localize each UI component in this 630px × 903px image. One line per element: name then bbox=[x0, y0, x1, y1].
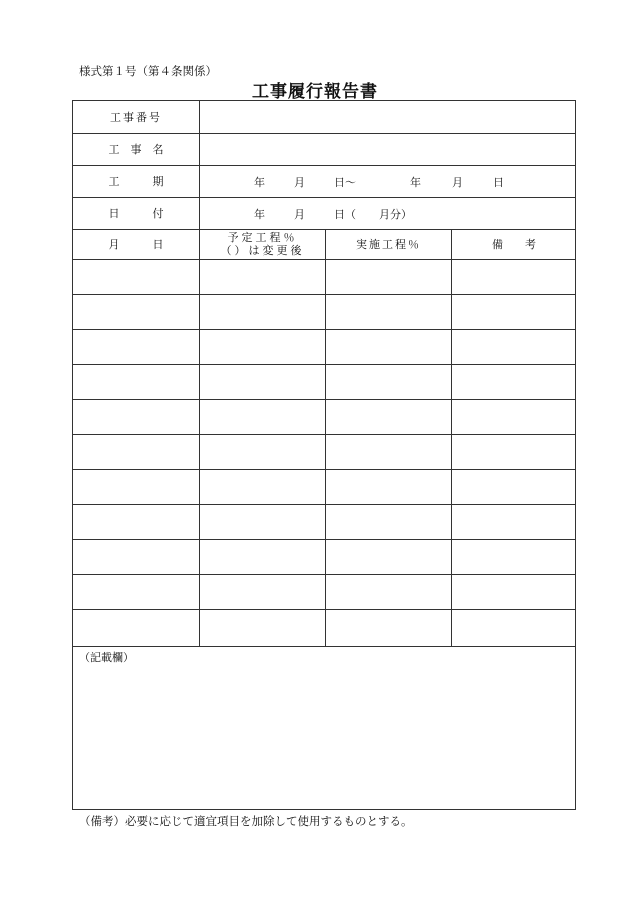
table-cell-remarks[interactable] bbox=[452, 329, 576, 364]
period-start-month: 月 bbox=[294, 176, 305, 189]
column-header-planned-line1: 予定工程％ bbox=[227, 231, 298, 244]
period-label: 工 期 bbox=[108, 175, 164, 188]
table-cell-planned[interactable] bbox=[200, 399, 325, 434]
period-end-month: 月 bbox=[452, 176, 463, 189]
row-divider bbox=[73, 646, 575, 647]
table-cell-date[interactable] bbox=[73, 539, 199, 574]
table-cell-remarks[interactable] bbox=[452, 294, 576, 329]
period-start-day: 日〜 bbox=[334, 176, 356, 189]
date-year: 年 bbox=[254, 208, 265, 221]
form-id: 様式第１号（第４条関係） bbox=[79, 64, 217, 78]
table-cell-date[interactable] bbox=[73, 434, 199, 469]
table-cell-actual[interactable] bbox=[326, 399, 451, 434]
notes-section-field[interactable] bbox=[73, 661, 576, 809]
table-cell-date[interactable] bbox=[73, 294, 199, 329]
table-cell-date[interactable] bbox=[73, 399, 199, 434]
footnote: （備考）必要に応じて適宜項目を加除して使用するものとする。 bbox=[79, 814, 413, 828]
table-cell-planned[interactable] bbox=[200, 434, 325, 469]
report-form bbox=[72, 100, 576, 810]
table-cell-remarks[interactable] bbox=[452, 574, 576, 609]
table-cell-remarks[interactable] bbox=[452, 259, 576, 294]
table-cell-actual[interactable] bbox=[326, 329, 451, 364]
table-cell-planned[interactable] bbox=[200, 574, 325, 609]
column-header-actual: 実施工程％ bbox=[356, 238, 421, 251]
table-cell-planned[interactable] bbox=[200, 364, 325, 399]
table-cell-planned[interactable] bbox=[200, 329, 325, 364]
table-cell-planned[interactable] bbox=[200, 469, 325, 504]
column-header-planned-line2: （）は変更後 bbox=[220, 244, 305, 257]
construction-number-label: 工事番号 bbox=[110, 111, 162, 124]
date-label: 日 付 bbox=[108, 207, 164, 220]
column-header-remarks: 備 考 bbox=[492, 238, 536, 251]
date-month-portion: 月分） bbox=[379, 208, 412, 221]
table-cell-remarks[interactable] bbox=[452, 609, 576, 644]
table-cell-planned[interactable] bbox=[200, 539, 325, 574]
table-cell-remarks[interactable] bbox=[452, 364, 576, 399]
date-day: 日（ bbox=[334, 208, 356, 221]
period-end-year: 年 bbox=[410, 176, 421, 189]
column-header-date: 月 日 bbox=[108, 238, 164, 251]
table-cell-planned[interactable] bbox=[200, 294, 325, 329]
page-title: 工事履行報告書 bbox=[252, 82, 378, 102]
table-cell-planned[interactable] bbox=[200, 504, 325, 539]
table-cell-date[interactable] bbox=[73, 259, 199, 294]
table-cell-actual[interactable] bbox=[326, 539, 451, 574]
period-end-day: 日 bbox=[493, 176, 504, 189]
table-cell-date[interactable] bbox=[73, 609, 199, 644]
table-cell-date[interactable] bbox=[73, 469, 199, 504]
table-cell-actual[interactable] bbox=[326, 609, 451, 644]
table-cell-date[interactable] bbox=[73, 364, 199, 399]
construction-name-field[interactable] bbox=[200, 133, 576, 165]
table-cell-date[interactable] bbox=[73, 329, 199, 364]
notes-section-label: （記載欄） bbox=[79, 651, 134, 664]
column-header-planned bbox=[200, 229, 325, 259]
table-cell-actual[interactable] bbox=[326, 434, 451, 469]
table-cell-planned[interactable] bbox=[200, 609, 325, 644]
table-cell-remarks[interactable] bbox=[452, 539, 576, 574]
date-month: 月 bbox=[294, 208, 305, 221]
table-cell-remarks[interactable] bbox=[452, 399, 576, 434]
table-cell-date[interactable] bbox=[73, 504, 199, 539]
table-cell-planned[interactable] bbox=[200, 259, 325, 294]
table-cell-remarks[interactable] bbox=[452, 469, 576, 504]
construction-number-field[interactable] bbox=[200, 101, 576, 133]
table-cell-actual[interactable] bbox=[326, 364, 451, 399]
table-cell-remarks[interactable] bbox=[452, 434, 576, 469]
table-cell-actual[interactable] bbox=[326, 469, 451, 504]
table-cell-remarks[interactable] bbox=[452, 504, 576, 539]
construction-name-label: 工 事 名 bbox=[108, 143, 164, 156]
table-cell-actual[interactable] bbox=[326, 259, 451, 294]
period-start-year: 年 bbox=[254, 176, 265, 189]
table-cell-date[interactable] bbox=[73, 574, 199, 609]
table-cell-actual[interactable] bbox=[326, 574, 451, 609]
table-cell-actual[interactable] bbox=[326, 504, 451, 539]
table-cell-actual[interactable] bbox=[326, 294, 451, 329]
